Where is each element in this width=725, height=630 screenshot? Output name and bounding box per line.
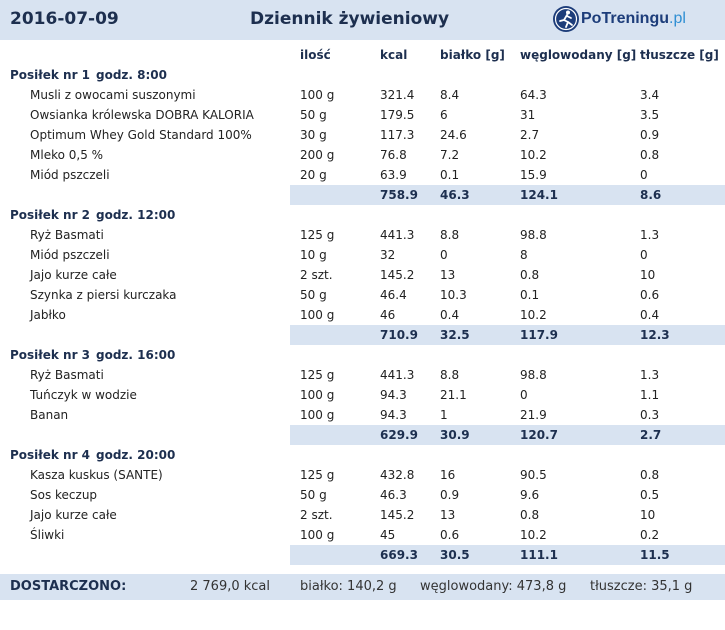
page-header [0, 0, 725, 40]
cell-protein: 16 [440, 468, 456, 482]
subtotal-fat: 12.3 [640, 328, 670, 342]
cell-fat: 0.8 [640, 468, 660, 482]
cell-kcal: 46 [380, 308, 396, 322]
cell-qty: 100 g [300, 528, 335, 542]
cell-qty: 125 g [300, 228, 335, 242]
cell-fat: 0.3 [640, 408, 660, 422]
food-name: Miód pszczeli [30, 168, 110, 182]
cell-fat: 1.3 [640, 368, 660, 382]
summary-fat: tłuszcze: 35,1 g [590, 579, 693, 594]
table-row [0, 85, 725, 105]
cell-fat: 10 [640, 508, 656, 522]
cell-carbs: 15.9 [520, 168, 547, 182]
cell-carbs: 10.2 [520, 308, 547, 322]
table-row [0, 165, 725, 185]
cell-fat: 1.1 [640, 388, 660, 402]
subtotal-protein: 30.5 [440, 548, 470, 562]
col-fat-header: tłuszcze [g] [640, 48, 719, 62]
subtotal-carbs: 117.9 [520, 328, 558, 342]
food-name: Owsianka królewska DOBRA KALORIA [30, 108, 254, 122]
meal-header [0, 205, 725, 225]
cell-protein: 0.9 [440, 488, 460, 502]
subtotal-carbs: 120.7 [520, 428, 558, 442]
subtotal-fat: 8.6 [640, 188, 662, 202]
cell-qty: 100 g [300, 408, 335, 422]
cell-carbs: 0 [520, 388, 528, 402]
logo-wordmark: PoTreningu.pl [581, 10, 686, 27]
cell-qty: 30 g [300, 128, 327, 142]
col-carbs-header: węglowodany [g] [520, 48, 637, 62]
food-name: Ryż Basmati [30, 368, 104, 382]
meal-title: Posiłek nr 2 [10, 208, 91, 222]
cell-fat: 0 [640, 168, 648, 182]
cell-protein: 21.1 [440, 388, 467, 402]
summary-protein: białko: 140,2 g [300, 579, 397, 594]
cell-fat: 0.5 [640, 488, 660, 502]
cell-qty: 100 g [300, 388, 335, 402]
cell-carbs: 8 [520, 248, 528, 262]
subtotal-protein: 46.3 [440, 188, 470, 202]
summary-carbs: węglowodany: 473,8 g [420, 579, 567, 594]
meal-subtotal-row [0, 325, 725, 345]
table-row [0, 525, 725, 545]
subtotal-kcal: 629.9 [380, 428, 418, 442]
food-name: Jabłko [30, 308, 66, 322]
cell-kcal: 441.3 [380, 368, 415, 382]
food-name: Ryż Basmati [30, 228, 104, 242]
food-name: Miód pszczeli [30, 248, 110, 262]
cell-kcal: 321.4 [380, 88, 415, 102]
meal-subtotal-row [0, 425, 725, 445]
col-qty-header: ilość [300, 48, 331, 62]
col-kcal-header: kcal [380, 48, 408, 62]
table-row [0, 285, 725, 305]
table-row [0, 245, 725, 265]
food-name: Jajo kurze całe [30, 268, 117, 282]
cell-protein: 10.3 [440, 288, 467, 302]
cell-fat: 0.2 [640, 528, 660, 542]
cell-carbs: 21.9 [520, 408, 547, 422]
subtotal-kcal: 669.3 [380, 548, 418, 562]
meal-title: Posiłek nr 4 [10, 448, 91, 462]
subtotal-fat: 11.5 [640, 548, 670, 562]
cell-kcal: 441.3 [380, 228, 415, 242]
cell-qty: 50 g [300, 288, 327, 302]
food-name: Śliwki [30, 528, 65, 542]
cell-protein: 13 [440, 508, 456, 522]
subtotal-kcal: 758.9 [380, 188, 418, 202]
cell-protein: 8.4 [440, 88, 460, 102]
cell-kcal: 94.3 [380, 388, 407, 402]
cell-kcal: 117.3 [380, 128, 415, 142]
table-row [0, 125, 725, 145]
cell-kcal: 76.8 [380, 148, 407, 162]
cell-protein: 7.2 [440, 148, 460, 162]
cell-fat: 0.4 [640, 308, 660, 322]
cell-fat: 0.6 [640, 288, 660, 302]
meal-time: godz. 8:00 [96, 68, 167, 82]
cell-protein: 0.4 [440, 308, 460, 322]
food-name: Optimum Whey Gold Standard 100% [30, 128, 252, 142]
cell-kcal: 145.2 [380, 508, 415, 522]
table-row [0, 265, 725, 285]
cell-qty: 10 g [300, 248, 327, 262]
meal-subtotal-row [0, 545, 725, 565]
food-name: Banan [30, 408, 69, 422]
col-protein-header: białko [g] [440, 48, 505, 62]
cell-qty: 50 g [300, 108, 327, 122]
cell-protein: 1 [440, 408, 448, 422]
cell-qty: 125 g [300, 468, 335, 482]
table-row [0, 225, 725, 245]
cell-fat: 3.5 [640, 108, 660, 122]
cell-protein: 24.6 [440, 128, 467, 142]
cell-kcal: 46.4 [380, 288, 407, 302]
cell-protein: 13 [440, 268, 456, 282]
cell-kcal: 46.3 [380, 488, 407, 502]
cell-kcal: 145.2 [380, 268, 415, 282]
table-row [0, 385, 725, 405]
food-name: Kasza kuskus (SANTE) [30, 468, 163, 482]
cell-qty: 100 g [300, 88, 335, 102]
cell-protein: 0.1 [440, 168, 460, 182]
summary-label: DOSTARCZONO: [10, 579, 127, 594]
subtotal-fat: 2.7 [640, 428, 662, 442]
meal-title: Posiłek nr 3 [10, 348, 91, 362]
cell-qty: 20 g [300, 168, 327, 182]
table-row [0, 485, 725, 505]
cell-carbs: 64.3 [520, 88, 547, 102]
cell-fat: 3.4 [640, 88, 660, 102]
cell-qty: 2 szt. [300, 508, 333, 522]
table-row [0, 105, 725, 125]
cell-qty: 100 g [300, 308, 335, 322]
food-name: Sos keczup [30, 488, 98, 502]
cell-qty: 50 g [300, 488, 327, 502]
cell-carbs: 98.8 [520, 368, 547, 382]
daily-summary-bar [0, 574, 725, 600]
cell-kcal: 432.8 [380, 468, 415, 482]
cell-fat: 0.8 [640, 148, 660, 162]
food-name: Szynka z piersi kurczaka [30, 288, 177, 302]
cell-carbs: 10.2 [520, 148, 547, 162]
cell-carbs: 31 [520, 108, 536, 122]
page-title: Dziennik żywieniowy [250, 9, 450, 29]
cell-kcal: 94.3 [380, 408, 407, 422]
cell-carbs: 98.8 [520, 228, 547, 242]
cell-kcal: 63.9 [380, 168, 407, 182]
subtotal-carbs: 111.1 [520, 548, 558, 562]
cell-fat: 0 [640, 248, 648, 262]
cell-protein: 0 [440, 248, 448, 262]
cell-fat: 10 [640, 268, 656, 282]
cell-protein: 0.6 [440, 528, 460, 542]
meal-header [0, 65, 725, 85]
table-row [0, 405, 725, 425]
cell-qty: 2 szt. [300, 268, 333, 282]
cell-kcal: 32 [380, 248, 396, 262]
cell-carbs: 9.6 [520, 488, 540, 502]
cell-kcal: 179.5 [380, 108, 415, 122]
cell-protein: 8.8 [440, 368, 460, 382]
cell-kcal: 45 [380, 528, 396, 542]
column-headers [0, 45, 725, 65]
runner-in-circle-icon [551, 4, 581, 34]
table-row [0, 505, 725, 525]
summary-kcal: 2 769,0 kcal [190, 579, 271, 594]
cell-carbs: 0.8 [520, 508, 540, 522]
meal-time: godz. 12:00 [96, 208, 176, 222]
table-row [0, 305, 725, 325]
table-row [0, 145, 725, 165]
cell-fat: 1.3 [640, 228, 660, 242]
subtotal-carbs: 124.1 [520, 188, 558, 202]
journal-date: 2016-07-09 [10, 9, 119, 29]
meal-subtotal-row [0, 185, 725, 205]
cell-carbs: 2.7 [520, 128, 540, 142]
meal-header [0, 445, 725, 465]
cell-carbs: 0.1 [520, 288, 540, 302]
meal-header [0, 345, 725, 365]
cell-qty: 200 g [300, 148, 335, 162]
subtotal-kcal: 710.9 [380, 328, 418, 342]
cell-protein: 8.8 [440, 228, 460, 242]
meal-time: godz. 20:00 [96, 448, 176, 462]
subtotal-protein: 32.5 [440, 328, 470, 342]
meal-time: godz. 16:00 [96, 348, 176, 362]
cell-carbs: 90.5 [520, 468, 547, 482]
cell-carbs: 10.2 [520, 528, 547, 542]
food-name: Mleko 0,5 % [30, 148, 104, 162]
subtotal-protein: 30.9 [440, 428, 470, 442]
table-row [0, 365, 725, 385]
table-row [0, 465, 725, 485]
cell-protein: 6 [440, 108, 448, 122]
cell-fat: 0.9 [640, 128, 660, 142]
food-name: Musli z owocami suszonymi [30, 88, 196, 102]
cell-qty: 125 g [300, 368, 335, 382]
cell-carbs: 0.8 [520, 268, 540, 282]
food-name: Tuńczyk w wodzie [30, 388, 137, 402]
food-name: Jajo kurze całe [30, 508, 117, 522]
meal-title: Posiłek nr 1 [10, 68, 91, 82]
